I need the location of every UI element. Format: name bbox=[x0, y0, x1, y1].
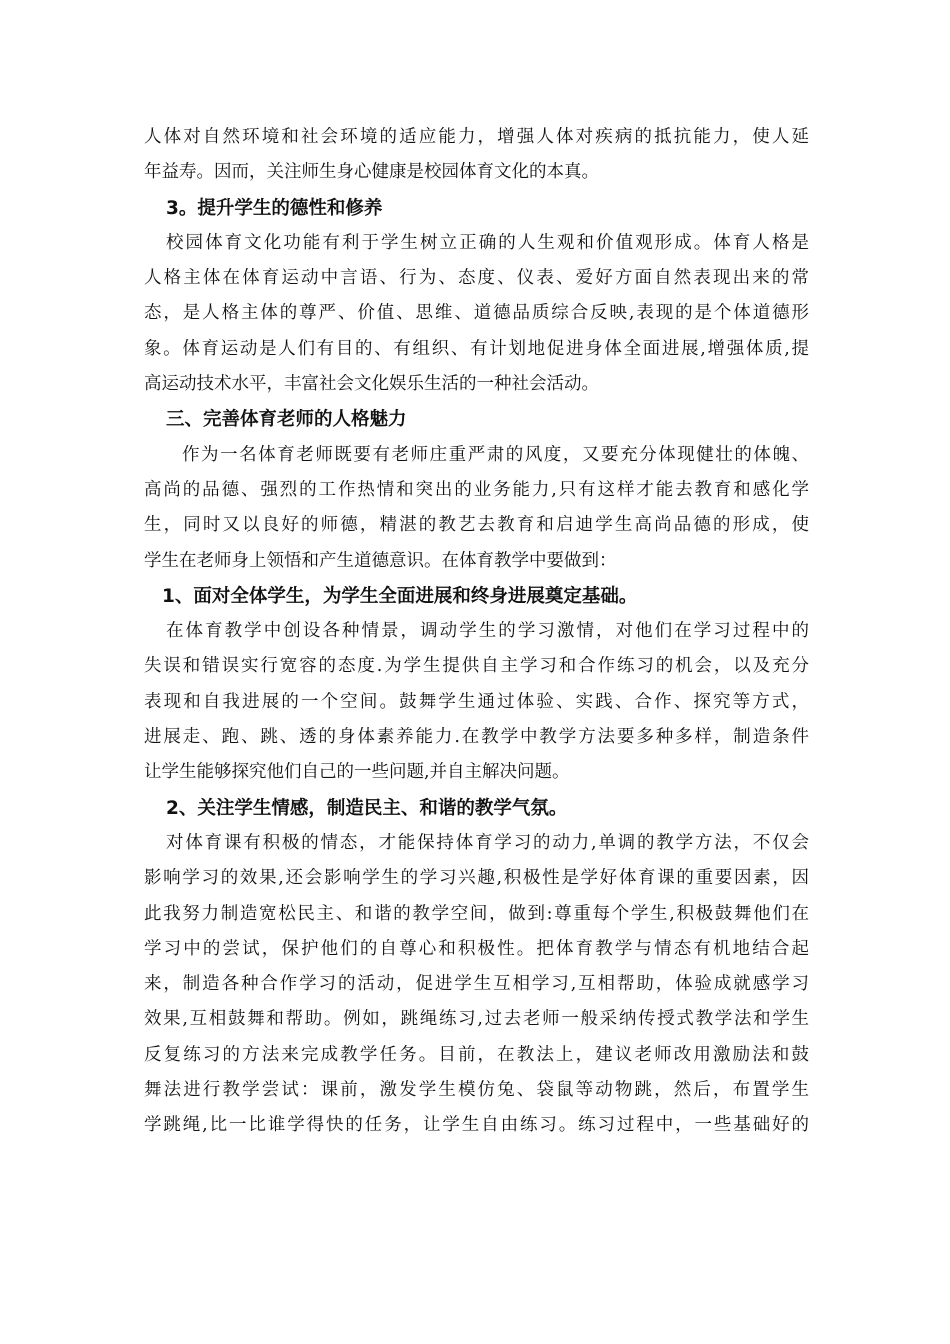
text-line: 在体育教学中创设各种情景，调动学生的学习激情，对他们在学习过程中的 bbox=[166, 621, 809, 642]
paragraph bbox=[144, 226, 809, 402]
text-line: 影响学习的效果,还会影响学生的学习兴趣,积极性是学好体育课的重要因素，因 bbox=[144, 868, 809, 889]
text-line: 进展走、跑、跳、透的身体素养能力.在教学中教学方法要多种多样，制造条件 bbox=[144, 727, 809, 748]
text-line: 高运动技术水平，丰富社会文化娱乐生活的一种社会活动。 bbox=[144, 374, 599, 395]
text-line: 让学生能够探究他们自己的一些问题,并自主解决问题。 bbox=[144, 762, 570, 783]
paragraph bbox=[144, 826, 809, 1144]
text-line: 校园体育文化功能有利于学生树立正确的人生观和价值观形成。体育人格是 bbox=[166, 232, 809, 253]
text-line: 人体对自然环境和社会环境的适应能力，增强人体对疾病的抵抗能力，使人延 bbox=[144, 127, 809, 147]
document-body bbox=[144, 120, 809, 1144]
text-line: 舞法进行教学尝试：课前，激发学生模仿兔、袋鼠等动物跳，然后，布置学生 bbox=[144, 1080, 809, 1101]
text-line: 学跳绳,比一比谁学得快的任务，让学生自由练习。练习过程中，一些基础好的 bbox=[144, 1115, 809, 1136]
text-line: 失误和错误实行宽容的态度.为学生提供自主学习和合作练习的机会，以及充分 bbox=[144, 656, 809, 677]
text-line: 作为一名体育老师既要有老师庄重严肃的风度，又要充分体现健壮的体魄、 bbox=[182, 444, 809, 465]
text-line: 反复练习的方法来完成教学任务。目前，在教法上，建议老师改用激励法和鼓 bbox=[144, 1044, 809, 1065]
text-line: 效果,互相鼓舞和帮助。例如，跳绳练习,过去老师一般采纳传授式教学法和学生 bbox=[144, 1009, 809, 1030]
section-heading: 2、关注学生情感，制造民主、和谐的教学气氛。 bbox=[166, 797, 568, 819]
text-line: 此我努力制造宽松民主、和谐的教学空间，做到:尊重每个学生,积极鼓舞他们在 bbox=[144, 903, 809, 924]
text-line: 来，制造各种合作学习的活动，促进学生互相学习,互相帮助，体验成就感学习 bbox=[144, 974, 809, 995]
text-line: 学习中的尝试，保护他们的自尊心和积极性。把体育教学与情态有机地结合起 bbox=[144, 938, 809, 959]
text-line: 人格主体在体育运动中言语、行为、态度、仪表、爱好方面自然表现出来的常 bbox=[144, 268, 809, 289]
paragraph bbox=[144, 438, 809, 579]
text-line: 高尚的品德、强烈的工作热情和突出的业务能力,只有这样才能去教育和感化学 bbox=[144, 479, 809, 500]
text-line: 生，同时又以良好的师德，精湛的教艺去教育和启迪学生高尚品德的形成，使 bbox=[144, 515, 809, 536]
section-heading: 三、完善体育老师的人格魅力 bbox=[166, 409, 407, 431]
paragraph bbox=[144, 120, 809, 191]
text-line: 态，是人格主体的尊严、价值、思维、道德品质综合反映,表现的是个体道德形 bbox=[144, 303, 809, 324]
paragraph bbox=[144, 614, 809, 790]
text-line: 学生在老师身上领悟和产生道德意识。在体育教学中要做到： bbox=[144, 550, 617, 571]
text-line: 对体育课有积极的情态，才能保持体育学习的动力,单调的教学方法，不仅会 bbox=[166, 832, 809, 853]
text-line: 表现和自我进展的一个空间。鼓舞学生通过体验、实践、合作、探究等方式， bbox=[144, 691, 809, 712]
section-heading: 1、面对全体学生，为学生全面进展和终身进展奠定基础。 bbox=[162, 585, 638, 607]
section-heading: 3。提升学生的德性和修养 bbox=[166, 197, 383, 219]
text-line: 象。体育运动是人们有目的、有组织、有计划地促进身体全面进展,增强体质,提 bbox=[144, 338, 809, 359]
text-line: 年益寿。因而，关注师生身心健康是校园体育文化的本真。 bbox=[144, 162, 599, 183]
